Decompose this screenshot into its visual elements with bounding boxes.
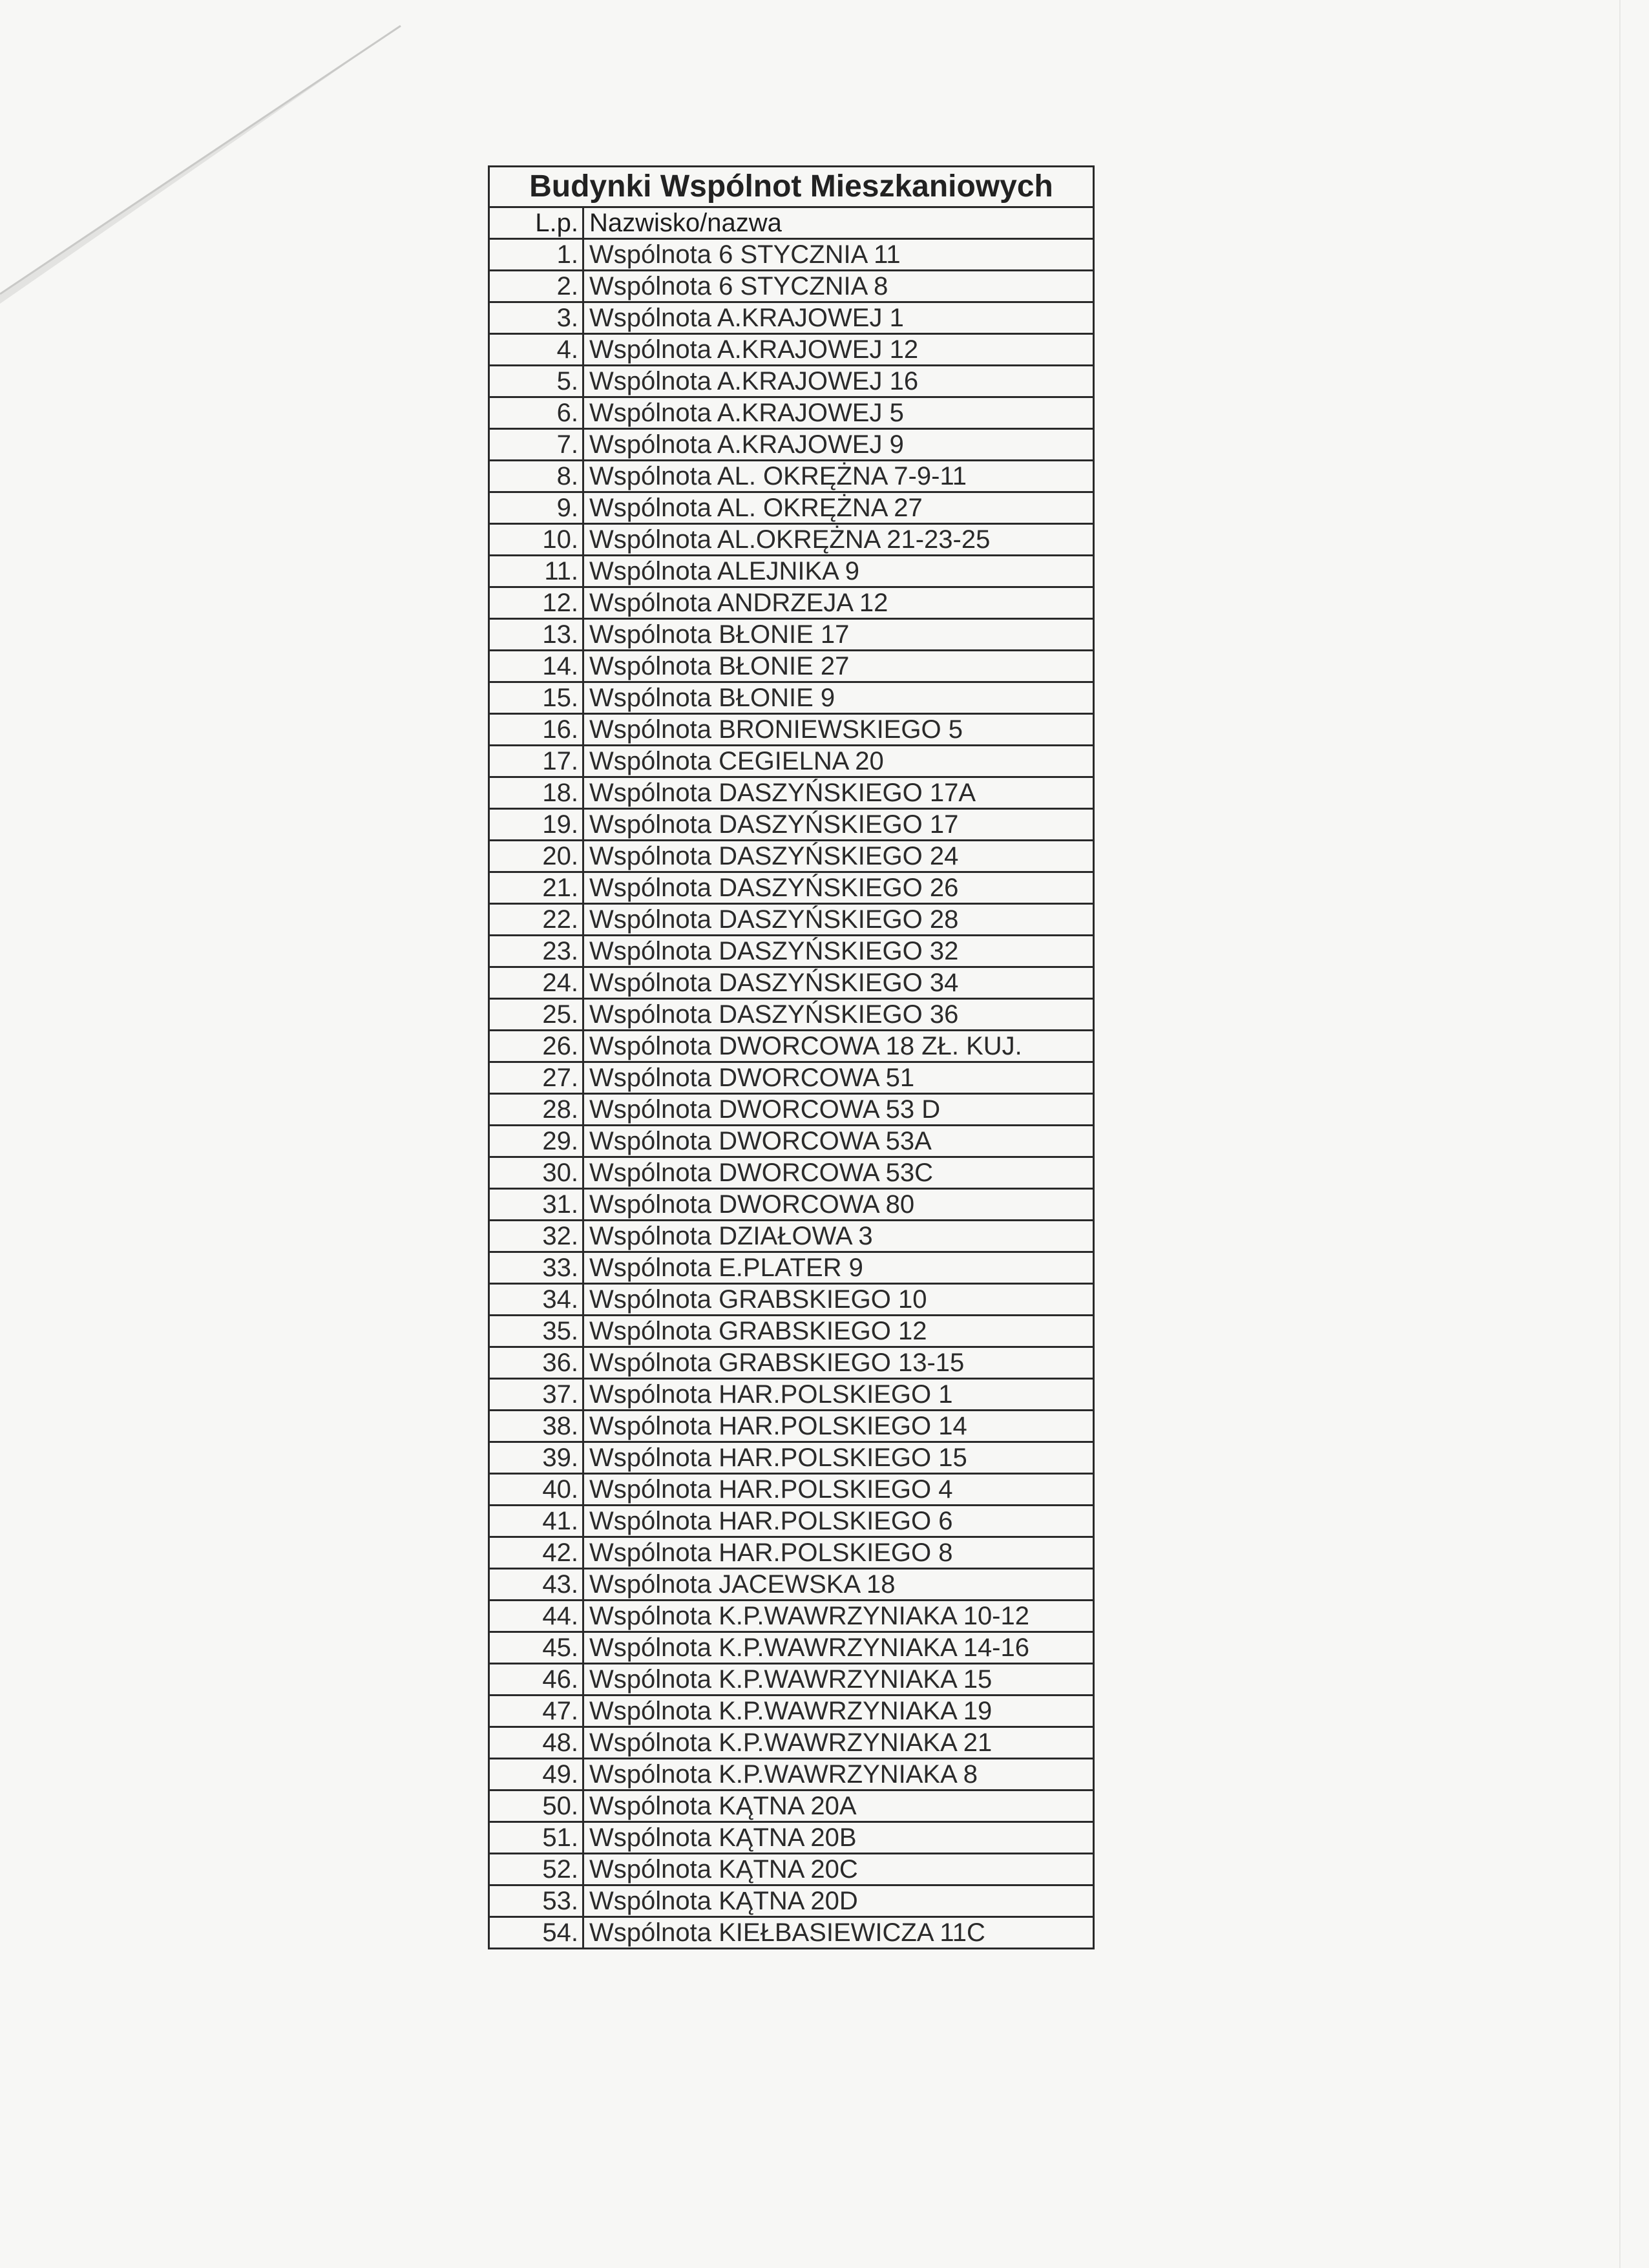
table-row (489, 1379, 1094, 1411)
table-row (489, 492, 1094, 524)
table-row (489, 302, 1094, 334)
table-row (489, 1854, 1094, 1885)
table-row (489, 936, 1094, 967)
row-number: 23. (489, 936, 583, 967)
row-name: Wspólnota CEGIELNA 20 (583, 746, 1094, 777)
table-row (489, 239, 1094, 271)
row-number: 4. (489, 334, 583, 366)
row-name: Wspólnota HAR.POLSKIEGO 1 (583, 1379, 1094, 1411)
row-name: Wspólnota DASZYŃSKIEGO 32 (583, 936, 1094, 967)
row-number: 51. (489, 1822, 583, 1854)
table-header-row (489, 207, 1094, 239)
row-name: Wspólnota KIEŁBASIEWICZA 11C (583, 1917, 1094, 1949)
row-number: 27. (489, 1062, 583, 1094)
table-row (489, 1569, 1094, 1601)
row-name: Wspólnota GRABSKIEGO 12 (583, 1316, 1094, 1347)
table-row (489, 1506, 1094, 1537)
row-name: Wspólnota K.P.WAWRZYNIAKA 15 (583, 1664, 1094, 1696)
row-number: 20. (489, 841, 583, 872)
row-name: Wspólnota DASZYŃSKIEGO 17 (583, 809, 1094, 841)
row-name: Wspólnota K.P.WAWRZYNIAKA 10-12 (583, 1601, 1094, 1632)
row-name: Wspólnota BŁONIE 17 (583, 619, 1094, 651)
table-row (489, 1664, 1094, 1696)
row-name: Wspólnota KĄTNA 20A (583, 1790, 1094, 1822)
table-row (489, 1316, 1094, 1347)
row-number: 43. (489, 1569, 583, 1601)
table-row (489, 967, 1094, 999)
row-name: Wspólnota DWORCOWA 53C (583, 1157, 1094, 1189)
row-name: Wspólnota DASZYŃSKIEGO 17A (583, 777, 1094, 809)
table-title: Budynki Wspólnot Mieszkaniowych (489, 167, 1094, 207)
table-row (489, 461, 1094, 492)
row-number: 46. (489, 1664, 583, 1696)
table-row (489, 651, 1094, 682)
row-name: Wspólnota DWORCOWA 53 D (583, 1094, 1094, 1126)
row-number: 24. (489, 967, 583, 999)
table-row (489, 904, 1094, 936)
row-number: 15. (489, 682, 583, 714)
row-number: 22. (489, 904, 583, 936)
row-name: Wspólnota KĄTNA 20D (583, 1885, 1094, 1917)
row-name: Wspólnota AL. OKRĘŻNA 7-9-11 (583, 461, 1094, 492)
row-name: Wspólnota K.P.WAWRZYNIAKA 19 (583, 1696, 1094, 1727)
row-name: Wspólnota AL. OKRĘŻNA 27 (583, 492, 1094, 524)
row-name: Wspólnota DWORCOWA 53A (583, 1126, 1094, 1157)
row-number: 33. (489, 1252, 583, 1284)
table-row (489, 1601, 1094, 1632)
table-row (489, 366, 1094, 397)
row-number: 39. (489, 1442, 583, 1474)
table-row (489, 1696, 1094, 1727)
row-number: 12. (489, 587, 583, 619)
table-row (489, 1126, 1094, 1157)
row-name: Wspólnota AL.OKRĘŻNA 21-23-25 (583, 524, 1094, 556)
row-name: Wspólnota ANDRZEJA 12 (583, 587, 1094, 619)
row-number: 7. (489, 429, 583, 461)
table-row (489, 1537, 1094, 1569)
table-row (489, 1632, 1094, 1664)
row-name: Wspólnota HAR.POLSKIEGO 15 (583, 1442, 1094, 1474)
row-number: 45. (489, 1632, 583, 1664)
scan-edge-shadow (1619, 0, 1621, 2268)
row-name: Wspólnota BŁONIE 27 (583, 651, 1094, 682)
row-name: Wspólnota ALEJNIKA 9 (583, 556, 1094, 587)
table-row (489, 524, 1094, 556)
row-name: Wspólnota DASZYŃSKIEGO 26 (583, 872, 1094, 904)
row-name: Wspólnota DASZYŃSKIEGO 28 (583, 904, 1094, 936)
table-row (489, 1759, 1094, 1790)
row-number: 52. (489, 1854, 583, 1885)
table-row (489, 872, 1094, 904)
row-number: 36. (489, 1347, 583, 1379)
row-name: Wspólnota HAR.POLSKIEGO 4 (583, 1474, 1094, 1506)
table-row (489, 271, 1094, 302)
row-number: 42. (489, 1537, 583, 1569)
row-number: 35. (489, 1316, 583, 1347)
table-row (489, 841, 1094, 872)
row-number: 48. (489, 1727, 583, 1759)
row-name: Wspólnota KĄTNA 20C (583, 1854, 1094, 1885)
row-number: 6. (489, 397, 583, 429)
row-name: Wspólnota GRABSKIEGO 10 (583, 1284, 1094, 1316)
row-number: 2. (489, 271, 583, 302)
row-number: 3. (489, 302, 583, 334)
row-name: Wspólnota A.KRAJOWEJ 1 (583, 302, 1094, 334)
table-row (489, 1442, 1094, 1474)
row-number: 53. (489, 1885, 583, 1917)
row-name: Wspólnota K.P.WAWRZYNIAKA 8 (583, 1759, 1094, 1790)
table-row (489, 1727, 1094, 1759)
row-name: Wspólnota KĄTNA 20B (583, 1822, 1094, 1854)
row-number: 32. (489, 1221, 583, 1252)
row-number: 38. (489, 1411, 583, 1442)
row-number: 18. (489, 777, 583, 809)
table-row (489, 714, 1094, 746)
row-name: Wspólnota 6 STYCZNIA 8 (583, 271, 1094, 302)
table-row (489, 1822, 1094, 1854)
row-name: Wspólnota BŁONIE 9 (583, 682, 1094, 714)
row-name: Wspólnota 6 STYCZNIA 11 (583, 239, 1094, 271)
table-row (489, 619, 1094, 651)
table-row (489, 777, 1094, 809)
row-name: Wspólnota HAR.POLSKIEGO 8 (583, 1537, 1094, 1569)
row-number: 13. (489, 619, 583, 651)
row-name: Wspólnota A.KRAJOWEJ 9 (583, 429, 1094, 461)
buildings-table (488, 165, 1095, 1949)
table-row (489, 682, 1094, 714)
row-number: 40. (489, 1474, 583, 1506)
table-row (489, 746, 1094, 777)
row-number: 21. (489, 872, 583, 904)
row-number: 31. (489, 1189, 583, 1221)
row-name: Wspólnota K.P.WAWRZYNIAKA 14-16 (583, 1632, 1094, 1664)
row-name: Wspólnota HAR.POLSKIEGO 14 (583, 1411, 1094, 1442)
row-number: 54. (489, 1917, 583, 1949)
table-body (489, 239, 1094, 1949)
table-row (489, 1031, 1094, 1062)
row-name: Wspólnota DZIAŁOWA 3 (583, 1221, 1094, 1252)
table-row (489, 1411, 1094, 1442)
row-name: Wspólnota BRONIEWSKIEGO 5 (583, 714, 1094, 746)
row-name: Wspólnota DWORCOWA 51 (583, 1062, 1094, 1094)
row-number: 28. (489, 1094, 583, 1126)
row-number: 1. (489, 239, 583, 271)
table-row (489, 397, 1094, 429)
row-number: 34. (489, 1284, 583, 1316)
table-row (489, 1347, 1094, 1379)
row-number: 29. (489, 1126, 583, 1157)
row-number: 10. (489, 524, 583, 556)
table-row (489, 556, 1094, 587)
row-number: 37. (489, 1379, 583, 1411)
row-name: Wspólnota DASZYŃSKIEGO 36 (583, 999, 1094, 1031)
table-row (489, 1885, 1094, 1917)
column-header-number: L.p. (489, 207, 583, 239)
row-name: Wspólnota DWORCOWA 18 ZŁ. KUJ. (583, 1031, 1094, 1062)
row-name: Wspólnota DWORCOWA 80 (583, 1189, 1094, 1221)
row-number: 14. (489, 651, 583, 682)
table-row (489, 999, 1094, 1031)
table-row (489, 1284, 1094, 1316)
row-name: Wspólnota A.KRAJOWEJ 5 (583, 397, 1094, 429)
table-row (489, 429, 1094, 461)
table-row (489, 1094, 1094, 1126)
row-number: 11. (489, 556, 583, 587)
row-number: 8. (489, 461, 583, 492)
table-row (489, 1062, 1094, 1094)
row-name: Wspólnota JACEWSKA 18 (583, 1569, 1094, 1601)
row-number: 25. (489, 999, 583, 1031)
table-row (489, 1790, 1094, 1822)
row-name: Wspólnota DASZYŃSKIEGO 34 (583, 967, 1094, 999)
row-number: 44. (489, 1601, 583, 1632)
row-name: Wspólnota GRABSKIEGO 13-15 (583, 1347, 1094, 1379)
row-number: 9. (489, 492, 583, 524)
row-number: 49. (489, 1759, 583, 1790)
row-number: 17. (489, 746, 583, 777)
row-number: 26. (489, 1031, 583, 1062)
row-name: Wspólnota DASZYŃSKIEGO 24 (583, 841, 1094, 872)
table-row (489, 587, 1094, 619)
row-name: Wspólnota HAR.POLSKIEGO 6 (583, 1506, 1094, 1537)
row-number: 5. (489, 366, 583, 397)
table-row (489, 1474, 1094, 1506)
row-number: 19. (489, 809, 583, 841)
table-row (489, 1189, 1094, 1221)
row-name: Wspólnota E.PLATER 9 (583, 1252, 1094, 1284)
table-row (489, 1221, 1094, 1252)
row-number: 50. (489, 1790, 583, 1822)
row-name: Wspólnota A.KRAJOWEJ 12 (583, 334, 1094, 366)
column-header-name: Nazwisko/nazwa (583, 207, 1094, 239)
row-number: 47. (489, 1696, 583, 1727)
table-row (489, 1917, 1094, 1949)
row-number: 30. (489, 1157, 583, 1189)
table-row (489, 809, 1094, 841)
row-name: Wspólnota A.KRAJOWEJ 16 (583, 366, 1094, 397)
row-number: 16. (489, 714, 583, 746)
table-row (489, 334, 1094, 366)
table-row (489, 1252, 1094, 1284)
row-name: Wspólnota K.P.WAWRZYNIAKA 21 (583, 1727, 1094, 1759)
table-title-row (489, 167, 1094, 207)
table-row (489, 1157, 1094, 1189)
row-number: 41. (489, 1506, 583, 1537)
